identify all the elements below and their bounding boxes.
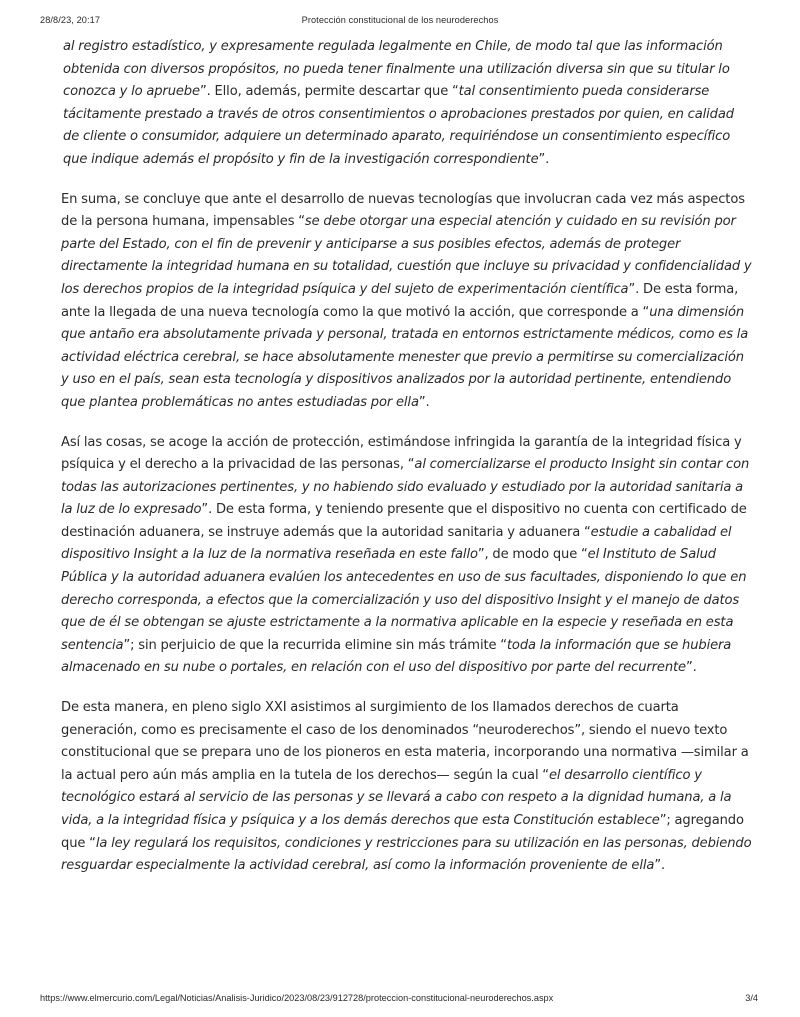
plain-text: ”; sin perjuicio de que la recurrida elimine sin más trámite “ (123, 637, 507, 653)
quote-text: al comercializarse el producto Insight sin contar con todas las autorizaciones pertinentes, y no habiendo sido evaluado y estudiado por la autoridad sanitaria a la luz de lo expresado (61, 457, 750, 518)
quote-text: la ley regulará los requisitos, condiciones y restricciones para su utilización en las personas, debiendo resguardar especialmente la actividad cerebral, así como la información proveniente de ella (61, 835, 752, 874)
quote-text: el Instituto de Salud Pública y la autoridad aduanera evalúen los antecedentes en uso de sus facultades, disponiendo lo que en derecho corresponda, a efectos que la comercialización y uso del dispositivo Insight y el manejo de datos que de él se obtengan se ajuste estrictamente a la normativa aplicable en la especie y reseñada en esta sentencia (61, 547, 747, 653)
plain-text: ”. (685, 660, 697, 676)
print-header-datetime: 28/8/23, 20:17 (40, 15, 101, 25)
page-number: 3/4 (745, 993, 758, 1003)
print-header-title: Protección constitucional de los neuroderechos (301, 15, 499, 25)
plain-text: ”, de modo que “ (477, 547, 588, 563)
paragraph-1 (61, 36, 753, 172)
paragraph-3 (61, 432, 753, 681)
quote-text: tal consentimiento pueda considerarse tácitamente prestado a través de otros consentimientos o aprobaciones prestados por quien, en calidad de cliente o consumidor, adquiere un determinado aparato, requiriéndose un consentimiento específico que indique además el propósito y fin de la investigación correspondiente (63, 84, 734, 167)
plain-text: Así las cosas, se acoge la acción de protección, estimándose infringida la garantía de la integridad física y psíquica y el derecho a la privacidad de las personas, “ (61, 434, 742, 473)
paragraph-4 (61, 697, 753, 878)
quote-text: al registro estadístico, y expresamente regulada legalmente en Chile, de modo tal que las información obtenida con diversos propósitos, no pueda tener finalmente una utilización diversa sin que su titular lo conozca y lo apruebe (63, 39, 730, 100)
plain-text: ”. (418, 394, 430, 410)
plain-text: En suma, se concluye que ante el desarrollo de nuevas tecnologías que involucran cada vez más aspectos de la persona humana, impensables “ (61, 191, 745, 230)
plain-text: ”. De esta forma, y teniendo presente que el dispositivo no cuenta con certificado de destinación aduanera, se instruye además que la autoridad sanitaria y aduanera “ (61, 502, 747, 540)
quote-text: una dimensión que antaño era absolutamente privada y personal, tratada en entornos estrictamente médicos, como es la actividad eléctrica cerebral, se hace absolutamente menester que previo a permitirse su comercialización y uso en el país, sean esta tecnología y dispositivos analizados por la autoridad pertinente, entendiendo que plantea problemáticas no antes estudiadas por ella (61, 304, 749, 410)
quote-text: estudie a cabalidad el dispositivo Insight a la luz de la normativa reseñada en este fallo (61, 524, 732, 563)
print-footer (40, 991, 760, 1005)
plain-text: ”. (538, 151, 550, 167)
quote-text: se debe otorgar una especial atención y cuidado en su revisión por parte del Estado, con el fin de prevenir y anticiparse a sus posibles efectos, además de proteger directamente la integridad humana en su totalidad, cuestión que incluye su privacidad y confidencialidad y los derechos propios de la integridad psíquica y del sujeto de experimentación científica (61, 214, 752, 297)
plain-text: ”. De esta forma, ante la llegada de una nueva tecnología como la que motivó la acción, que corresponde a “ (61, 281, 739, 320)
plain-text: ”. (654, 858, 666, 874)
plain-text: ”. Ello, además, permite descartar que “ (199, 84, 459, 100)
quote-text: toda la información que se hubiera almacenado en su nube o portales, en relación con el uso del dispositivo por parte del recurrente (61, 637, 732, 676)
quote-text: el desarrollo científico y tecnológico estará al servicio de las personas y se llevará a cabo con respeto a la dignidad humana, a la vida, a la integridad física y psíquica y a los demás derechos que esta Constitución establece (61, 767, 732, 828)
print-header (40, 13, 760, 27)
source-url[interactable]: https://www.elmercurio.com/Legal/Noticias/Analisis-Juridico/2023/08/23/912728/proteccion-constitucional-neuroderechos.aspx (40, 993, 554, 1003)
plain-text: De esta manera, en pleno siglo XXI asistimos al surgimiento de los llamados derechos de cuarta generación, como es precisamente el caso de los denominados “neuroderechos”, siendo el nuevo texto constitucional que se prepara uno de los pioneros en esta materia, incorporando una normativa —similar a la actual pero aún más amplia en la tutela de los derechos— según la cual “ (61, 700, 749, 783)
paragraph-2 (61, 189, 753, 415)
plain-text: ”; agregando que “ (61, 813, 744, 851)
document-body (61, 36, 753, 878)
